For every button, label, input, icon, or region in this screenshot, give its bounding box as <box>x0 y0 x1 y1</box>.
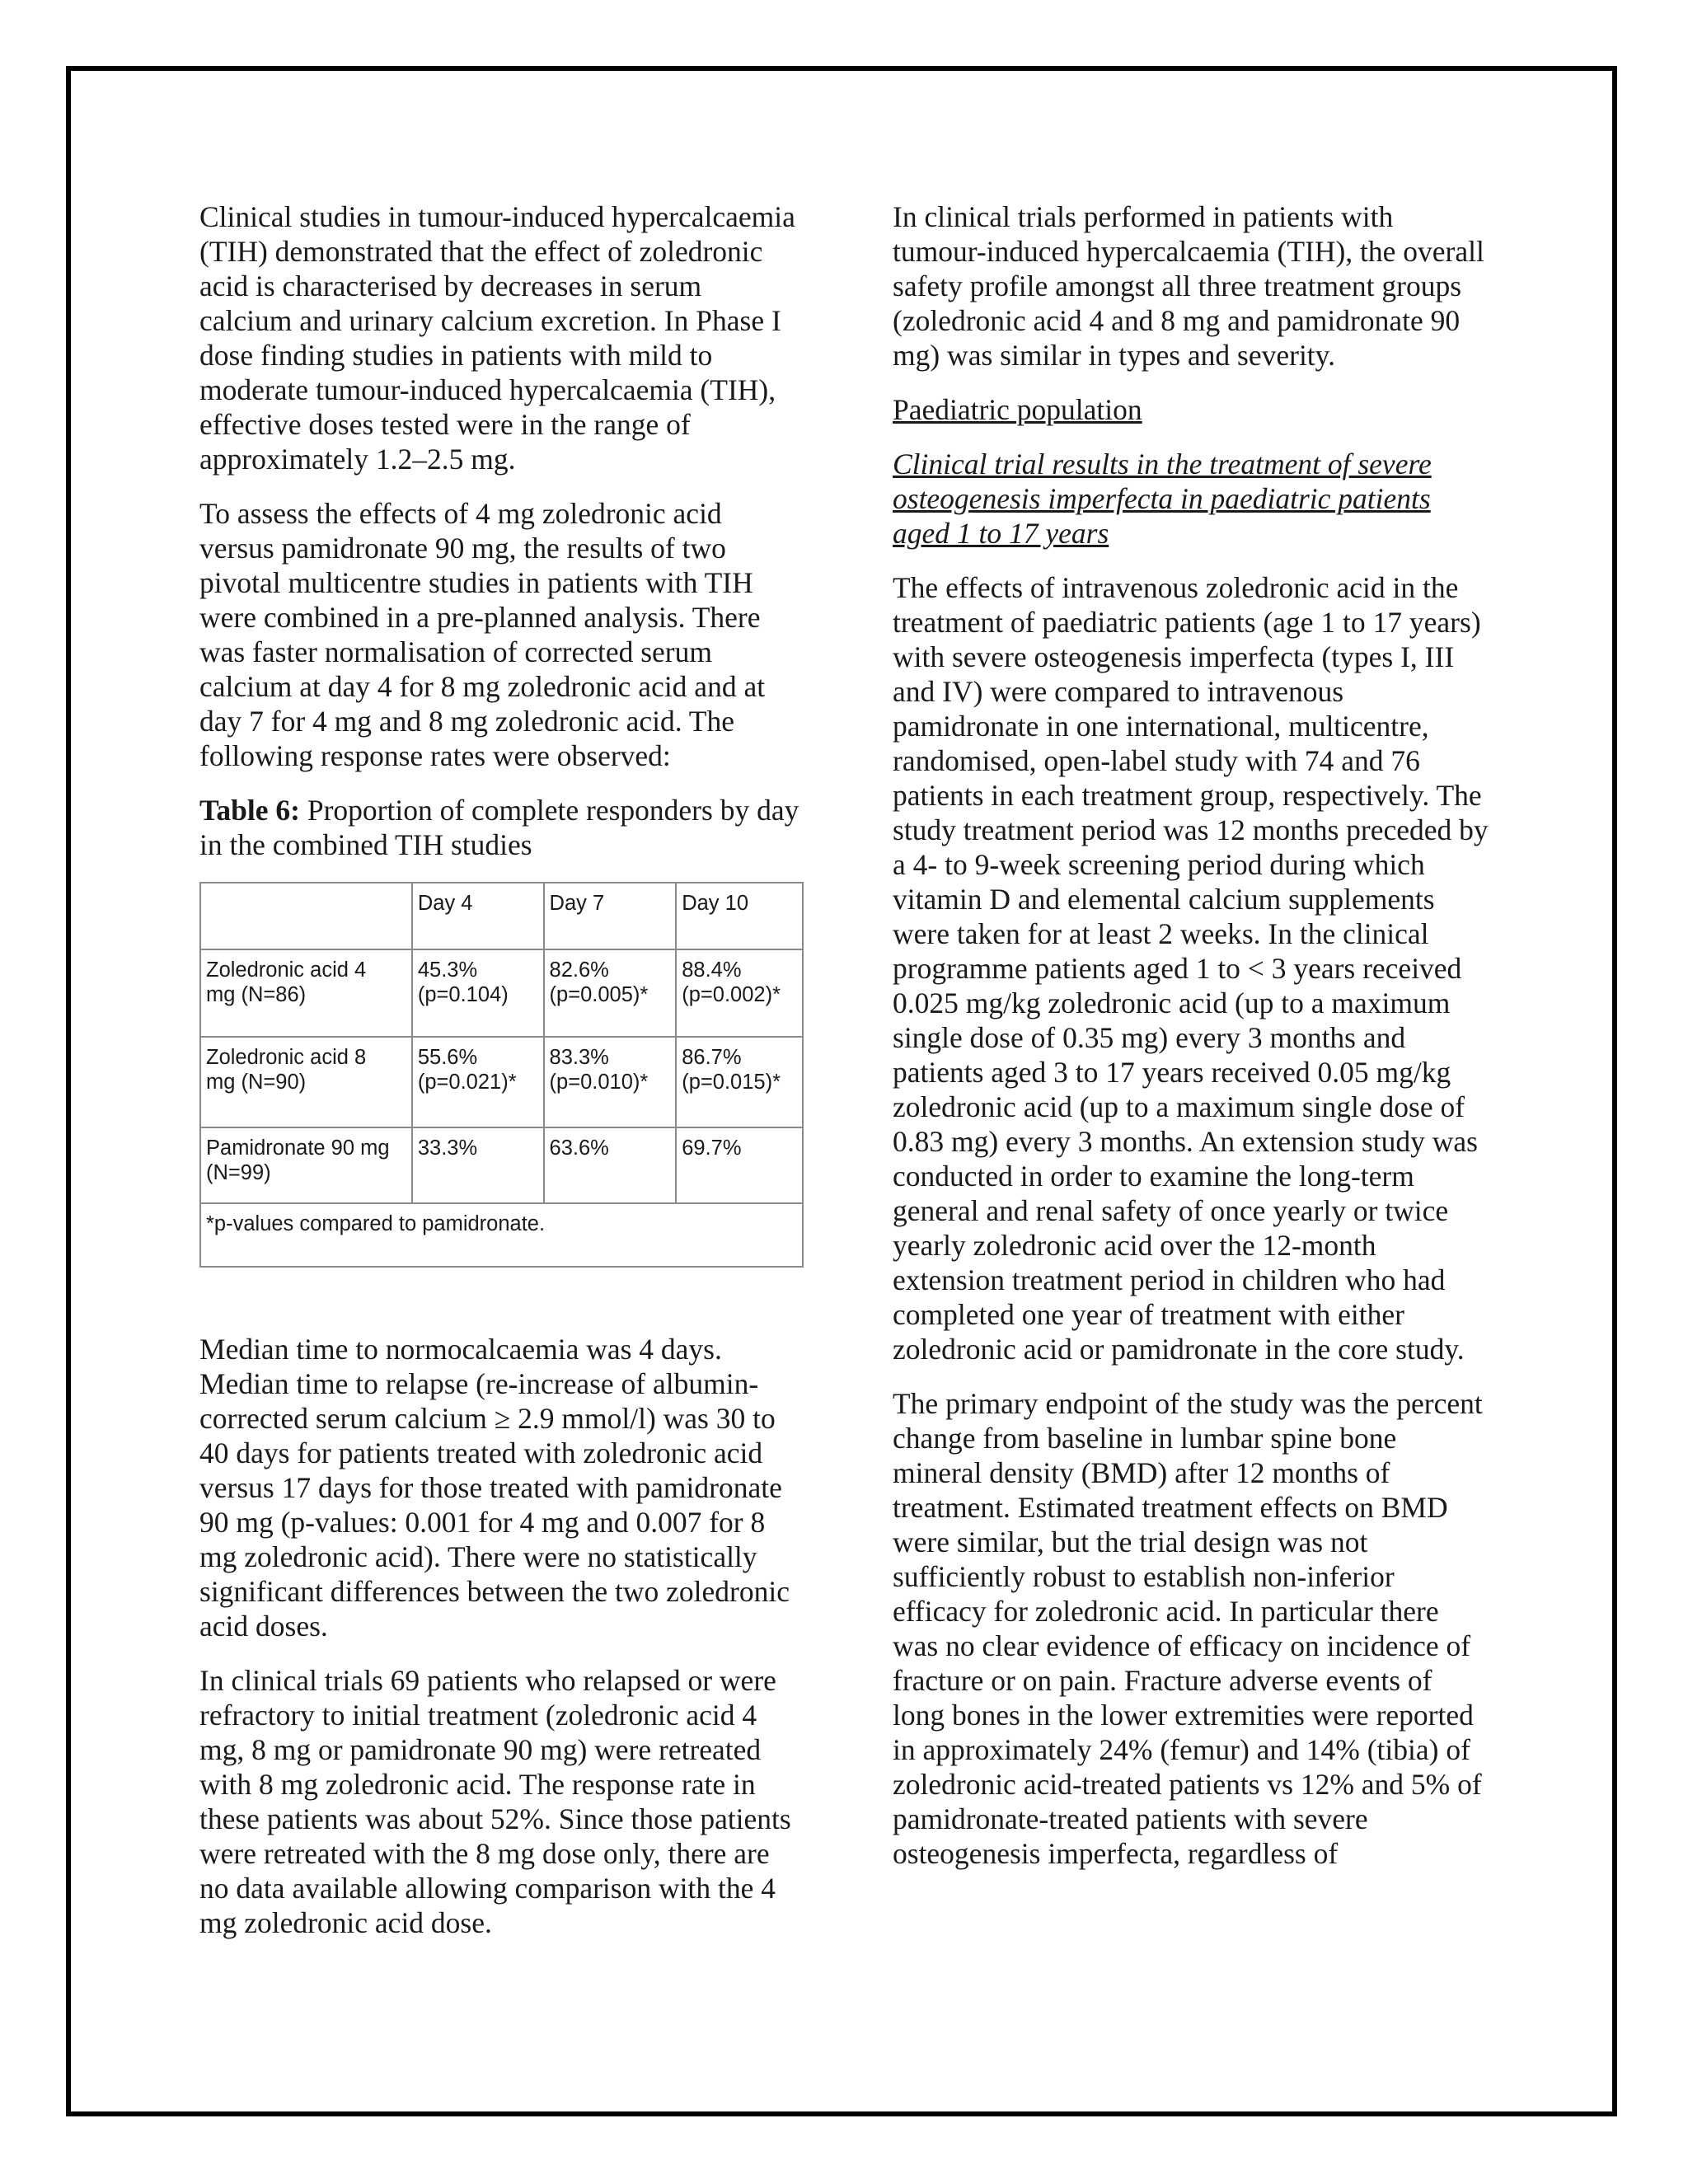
table-cell <box>676 949 803 1037</box>
cell-line: (p=0.104) <box>417 983 509 1006</box>
table-caption-text: Proportion of complete responders by day in the combined TIH studies <box>199 794 799 861</box>
cell-line: (p=0.021)* <box>417 1071 517 1094</box>
table-footnote-row <box>200 1203 803 1267</box>
cell-line: 33.3% <box>417 1137 478 1160</box>
table-row <box>200 1127 803 1203</box>
cell-line: Zoledronic acid 8 <box>206 1046 367 1069</box>
table-row-label <box>200 1127 412 1203</box>
table-header-cell: Day 4 <box>412 883 544 949</box>
cell-line: (p=0.010)* <box>549 1071 649 1094</box>
cell-line: 88.4% <box>682 958 742 982</box>
table-cell <box>412 1127 544 1203</box>
responders-table <box>199 882 804 1268</box>
section-heading-paediatric: Paediatric population <box>893 393 1142 426</box>
paragraph-safety-profile: In clinical trials performed in patients with tumour-induced hypercalcaemia (TIH), the overall safety profile amongst all three treatment groups (zoledronic acid 4 and 8 mg and pamidronate 90 mg) was similar in types and severity. <box>893 200 1484 372</box>
left-column <box>199 199 801 1960</box>
table-row <box>200 949 803 1037</box>
cell-line: (p=0.002)* <box>682 983 781 1006</box>
cell-line: mg (N=90) <box>206 1071 307 1094</box>
cell-line: 83.3% <box>549 1046 609 1069</box>
cell-line: 82.6% <box>549 958 609 982</box>
table-row <box>200 1037 803 1127</box>
right-column <box>893 199 1491 1891</box>
cell-line: 69.7% <box>682 1137 742 1160</box>
table-row-label <box>200 949 412 1037</box>
cell-line: (p=0.005)* <box>549 983 649 1006</box>
cell-line: (N=99) <box>206 1161 271 1184</box>
cell-line: (p=0.015)* <box>682 1071 781 1094</box>
paragraph-tih-clinical-studies: Clinical studies in tumour-induced hypercalcaemia (TIH) demonstrated that the effect of zoledronic acid is characterised by decreases in serum calcium and urinary calcium excretion. In Phase I dose finding studies in patients with mild to moderate tumour-induced hypercalcaemia (TIH), effective doses tested were in the range of approximately 1.2–2.5 mg. <box>199 200 795 476</box>
table-cell <box>544 1127 677 1203</box>
paragraph-median-time: Median time to normocalcaemia was 4 days. Median time to relapse (re-increase of albumin-corrected serum calcium ≥ 2.9 mmol/l) was 30 to 40 days for patients treated with zoledronic acid versus 17 days for those treated with pamidronate 90 mg (p-values: 0.001 for 4 mg and 0.007 for 8 mg zoledronic acid). There were no statistically significant differences between the two zoledronic acid doses. <box>199 1333 790 1643</box>
table-header-cell: Day 10 <box>676 883 803 949</box>
table-cell <box>412 949 544 1037</box>
cell-line: 55.6% <box>417 1046 478 1069</box>
table-caption-label: Table 6: <box>199 794 300 827</box>
paragraph-retreatment: In clinical trials 69 patients who relapsed or were refractory to initial treatment (zoledronic acid 4 mg, 8 mg or pamidronate 90 mg) were retreated with 8 mg zoledronic acid. The response rate in these patients was about 52%. Since those patients were retreated with the 8 mg dose only, there are no data available allowing comparison with the 4 mg zoledronic acid dose. <box>199 1664 791 1939</box>
subheading-osteogenesis: Clinical trial results in the treatment of severe osteogenesis imperfecta in paediatric patients aged 1 to 17 years <box>893 448 1432 550</box>
table-cell <box>412 1037 544 1127</box>
table-footnote: *p-values compared to pamidronate. <box>200 1203 803 1267</box>
table-row-label <box>200 1037 412 1127</box>
cell-line: 45.3% <box>417 958 478 982</box>
table-caption <box>199 793 801 862</box>
paragraph-pivotal-studies: To assess the effects of 4 mg zoledronic acid versus pamidronate 90 mg, the results of two pivotal multicentre studies in patients with TIH were combined in a pre-planned analysis. There was faster normalisation of corrected serum calcium at day 4 for 8 mg zoledronic acid and at day 7 for 4 mg and 8 mg zoledronic acid. The following response rates were observed: <box>199 497 766 772</box>
table-cell <box>544 949 677 1037</box>
table-header-cell: Day 7 <box>544 883 677 949</box>
table-cell <box>544 1037 677 1127</box>
table-cell <box>676 1127 803 1203</box>
cell-line: 86.7% <box>682 1046 742 1069</box>
cell-line: mg (N=86) <box>206 983 307 1006</box>
table-header-cell <box>200 883 412 949</box>
cell-line: Zoledronic acid 4 <box>206 958 367 982</box>
cell-line: 63.6% <box>549 1137 609 1160</box>
table-cell <box>676 1037 803 1127</box>
paragraph-paediatric-study: The effects of intravenous zoledronic acid in the treatment of paediatric patients (age 1 to 17 years) with severe osteogenesis imperfecta (types I, III and IV) were compared to intravenous pamidronate in one international, multicentre, randomised, open-label study with 74 and 76 patients in each treatment group, respectively. The study treatment period was 12 months preceded by a 4- to 9-week screening period during which vitamin D and elemental calcium supplements were taken for at least 2 weeks. In the clinical programme patients aged 1 to < 3 years received 0.025 mg/kg zoledronic acid (up to a maximum single dose of 0.35 mg) every 3 months and patients aged 3 to 17 years received 0.05 mg/kg zoledronic acid (up to a maximum single dose of 0.83 mg) every 3 months. An extension study was conducted in order to examine the long-term general and renal safety of once yearly or twice yearly zoledronic acid over the 12-month extension treatment period in children who had completed one year of treatment with either zoledronic acid or pamidronate in the core study. <box>893 571 1489 1366</box>
cell-line: Pamidronate 90 mg <box>206 1137 390 1160</box>
table-header-row <box>200 883 803 949</box>
paragraph-primary-endpoint: The primary endpoint of the study was the percent change from baseline in lumbar spine bone mineral density (BMD) after 12 months of treatment. Estimated treatment effects on BMD were similar, but the trial design was not sufficiently robust to establish non-inferior efficacy for zoledronic acid. In particular there was no clear evidence of efficacy on incidence of fracture or on pain. Fracture adverse events of long bones in the lower extremities were reported in approximately 24% (femur) and 14% (tibia) of zoledronic acid-treated patients vs 12% and 5% of pamidronate-treated patients with severe osteogenesis imperfecta, regardless of <box>893 1387 1483 1870</box>
